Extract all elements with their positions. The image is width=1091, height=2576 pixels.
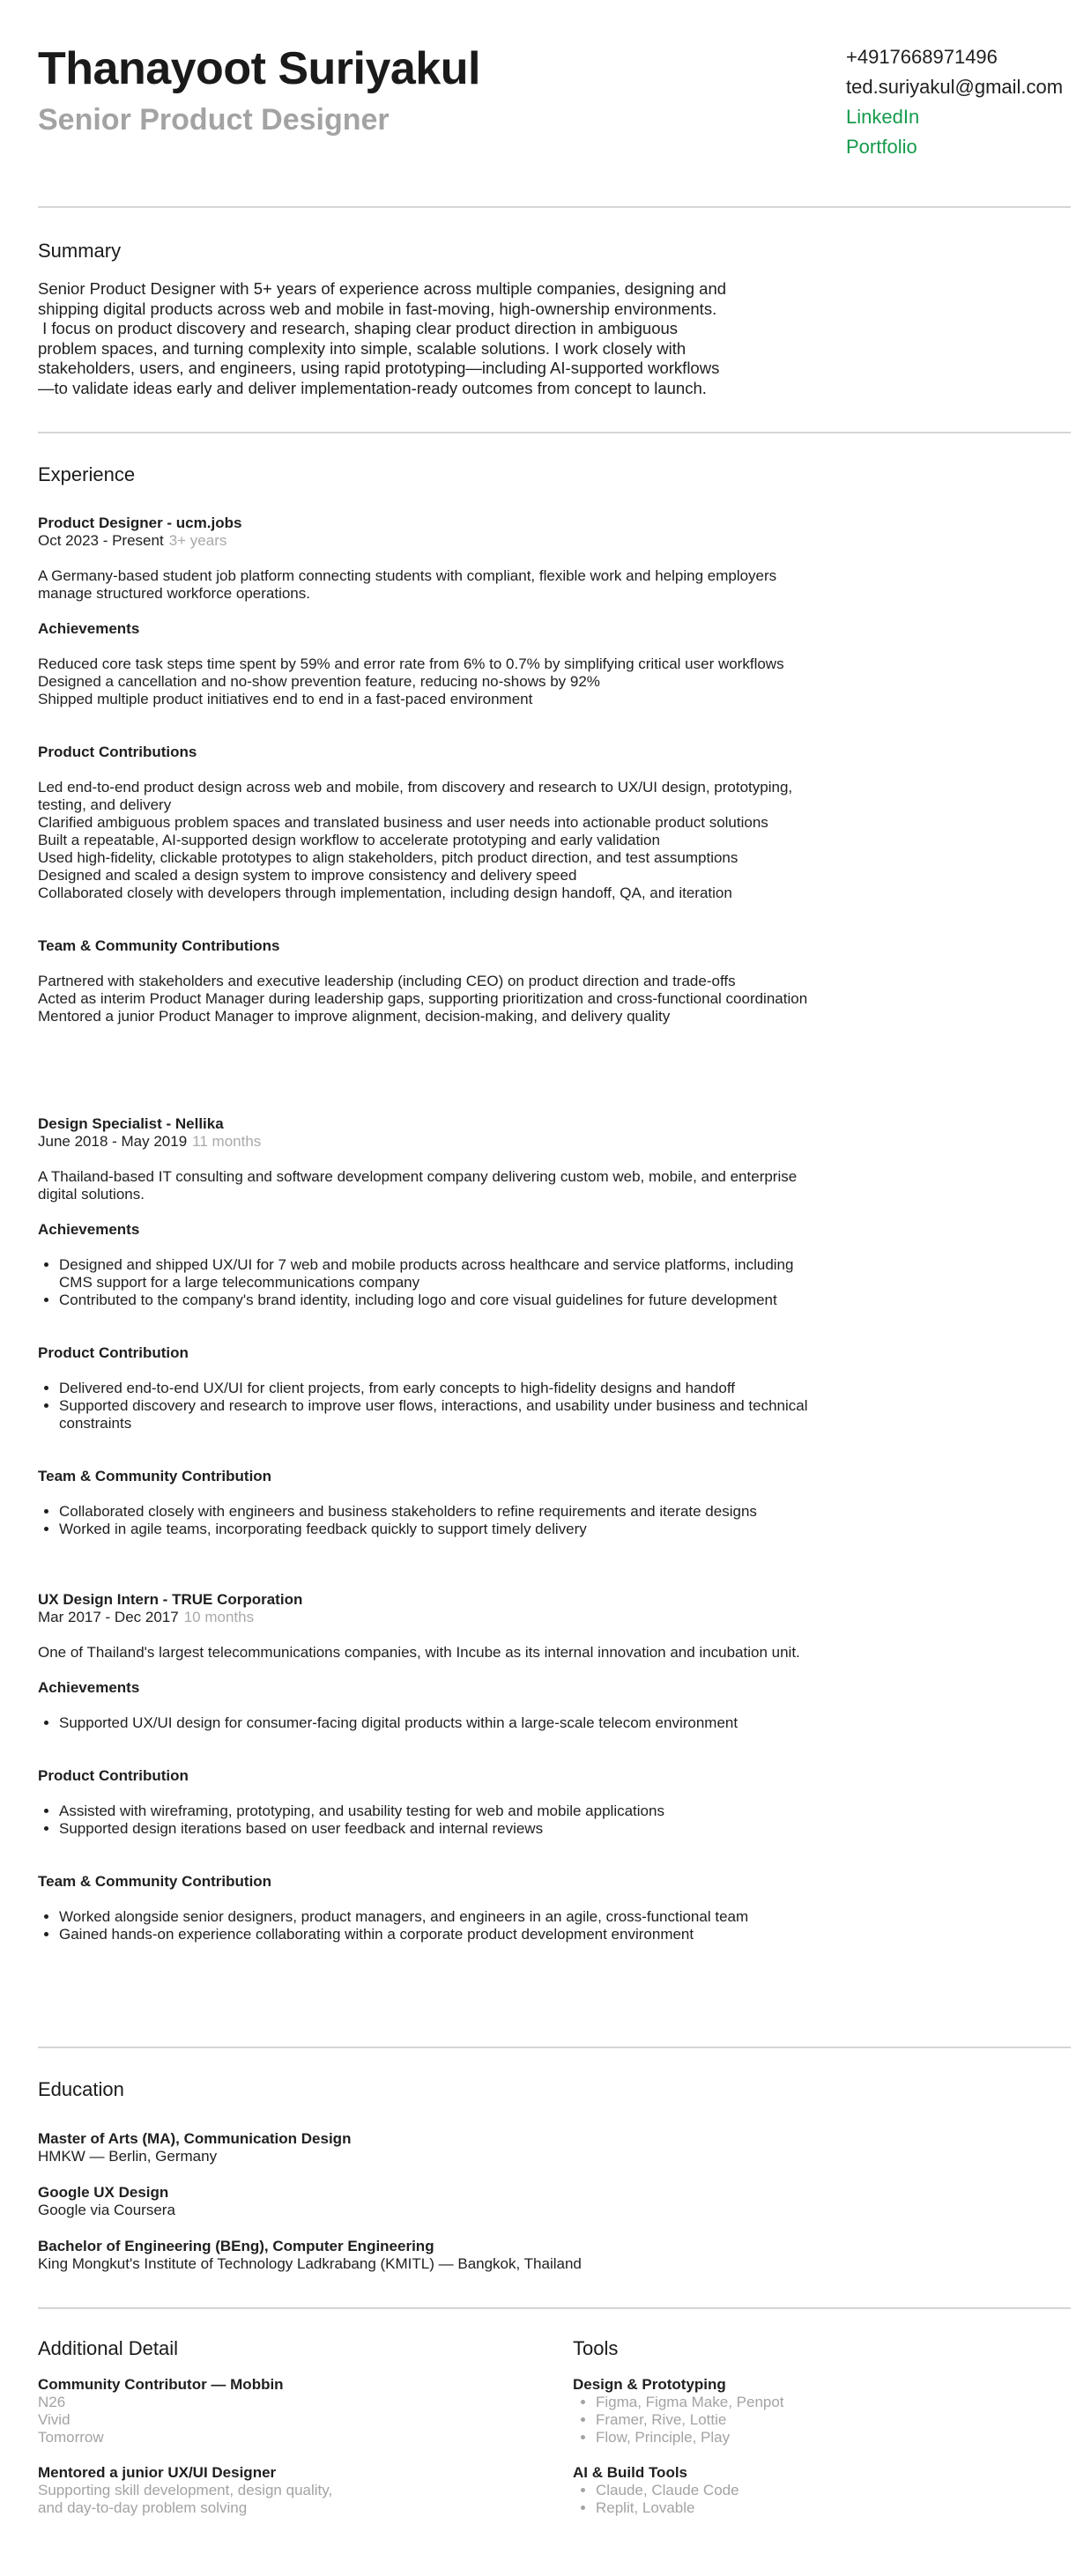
job-dates xyxy=(38,1609,813,1626)
tools-section xyxy=(573,2337,1031,2517)
list-item: Mentored a junior Product Manager to improve alignment, decision-making, and delivery quality xyxy=(38,1008,671,1025)
job-entry-ucm xyxy=(38,514,813,1025)
candidate-name: Thanayoot Suriyakul xyxy=(38,43,480,94)
list-item: Shipped multiple product initiatives end to end in a fast-paced environment xyxy=(38,691,533,707)
portfolio-link[interactable]: Portfolio xyxy=(846,136,917,158)
summary-text xyxy=(38,279,813,398)
section-divider xyxy=(38,2047,1071,2048)
ai-tools-list xyxy=(573,2482,1031,2517)
experience-heading: Experience xyxy=(38,463,136,485)
job-duration: 11 months xyxy=(192,1133,262,1150)
list-item: Tomorrow xyxy=(38,2429,104,2446)
team-list xyxy=(38,973,813,1025)
job-title: Product Designer - ucm.jobs xyxy=(38,514,242,531)
list-item: Designed a cancellation and no-show prevention feature, reducing no-shows by 92% xyxy=(38,673,600,690)
list-item: • Supported design iterations based on user feedback and internal reviews xyxy=(59,1820,813,1838)
list-item: • Designed and shipped UX/UI for 7 web and mobile products across healthcare and service platforms, including CMS support for a large telecommunications company xyxy=(59,1256,813,1292)
list-item: • Worked in agile teams, incorporating feedback quickly to support timely delivery xyxy=(59,1521,813,1538)
list-item: • Flow, Principle, Play xyxy=(596,2429,1031,2446)
tools-heading: Tools xyxy=(573,2337,619,2359)
contributions-heading: Product Contributions xyxy=(38,744,197,760)
education-school: King Mongkut's Institute of Technology Ladkrabang (KMITL) — Bangkok, Thailand xyxy=(38,2255,582,2272)
job-duration: 3+ years xyxy=(168,532,227,549)
list-item: • Framer, Rive, Lottie xyxy=(596,2411,1031,2429)
job-date-range: Oct 2023 - Present xyxy=(38,532,164,549)
education-item xyxy=(38,2238,582,2273)
list-item: N26 xyxy=(38,2394,66,2410)
list-item: Clarified ambiguous problem spaces and translated business and user needs into actionable product solutions xyxy=(38,814,768,831)
community-list xyxy=(38,2394,531,2446)
list-item: • Worked alongside senior designers, product managers, and engineers in an agile, cross-functional team xyxy=(59,1908,813,1926)
team-list xyxy=(38,1503,813,1538)
achievements-list xyxy=(38,1714,813,1732)
mentor-line: and day-to-day problem solving xyxy=(38,2499,248,2516)
summary-line: problem spaces, and turning complexity into simple, scalable solutions. I work closely with xyxy=(38,338,687,358)
list-item: • Figma, Figma Make, Penpot xyxy=(596,2394,1031,2411)
job-title: Design Specialist - Nellika xyxy=(38,1115,224,1132)
achievements-heading: Achievements xyxy=(38,1221,140,1238)
job-title: UX Design Intern - TRUE Corporation xyxy=(38,1591,303,1608)
design-tools-title: Design & Prototyping xyxy=(573,2376,726,2393)
section-divider xyxy=(38,206,1071,208)
summary-line: I focus on product discovery and research, shaping clear product direction in ambiguous xyxy=(38,319,679,337)
list-item: Used high-fidelity, clickable prototypes to align stakeholders, pitch product direction, and test assumptions xyxy=(38,849,738,866)
team-heading: Team & Community Contribution xyxy=(38,1873,272,1890)
list-item: • Claude, Claude Code xyxy=(596,2482,1031,2499)
contributions-heading: Product Contribution xyxy=(38,1767,189,1784)
achievements-list xyxy=(38,1256,813,1309)
list-item: • Delivered end-to-end UX/UI for client projects, from early concepts to high-fidelity designs and handoff xyxy=(59,1380,813,1397)
contributions-list xyxy=(38,1802,813,1838)
list-item: Partnered with stakeholders and executive leadership (including CEO) on product direction and trade-offs xyxy=(38,973,736,989)
job-date-range: June 2018 - May 2019 xyxy=(38,1133,188,1150)
job-duration: 10 months xyxy=(183,1609,255,1625)
list-item: • Collaborated closely with engineers and business stakeholders to refine requirements and iterate designs xyxy=(59,1503,813,1521)
additional-heading: Additional Detail xyxy=(38,2337,178,2359)
list-item: • Assisted with wireframing, prototyping, and usability testing for web and mobile applications xyxy=(59,1802,813,1820)
job-date-range: Mar 2017 - Dec 2017 xyxy=(38,1609,179,1625)
linkedin-link[interactable]: LinkedIn xyxy=(846,106,920,128)
education-school: Google via Coursera xyxy=(38,2202,175,2218)
company-description: A Thailand-based IT consulting and software development company delivering custom web, mobile, and enterprise digital solutions. xyxy=(38,1168,798,1203)
list-item: • Gained hands-on experience collaborating within a corporate product development environment xyxy=(59,1926,813,1943)
mentor-title: Mentored a junior UX/UI Designer xyxy=(38,2464,277,2481)
achievements-heading: Achievements xyxy=(38,620,140,637)
additional-detail-section xyxy=(38,2337,531,2517)
list-item: Vivid xyxy=(38,2411,71,2428)
contributions-heading: Product Contribution xyxy=(38,1344,189,1361)
contributions-list xyxy=(38,779,813,902)
section-divider xyxy=(38,432,1071,433)
job-entry-nellika xyxy=(38,1115,813,1538)
mentor-line: Supporting skill development, design quality, xyxy=(38,2482,333,2498)
education-degree: Google UX Design xyxy=(38,2184,169,2201)
team-heading: Team & Community Contributions xyxy=(38,937,280,954)
summary-line: stakeholders, users, and engineers, using rapid prototyping—including AI-supported workflows xyxy=(38,359,720,377)
list-item: • Replit, Lovable xyxy=(596,2499,1031,2517)
company-description: A Germany-based student job platform connecting students with compliant, flexible work and helping employers manage structured workforce operations. xyxy=(38,567,777,602)
contributions-list xyxy=(38,1380,813,1432)
education-item xyxy=(38,2130,351,2165)
education-degree: Bachelor of Engineering (BEng), Computer Engineering xyxy=(38,2238,434,2254)
contact-info xyxy=(846,42,1063,162)
education-degree: Master of Arts (MA), Communication Design xyxy=(38,2130,352,2147)
list-item: • Contributed to the company's brand identity, including logo and core visual guidelines for future development xyxy=(59,1292,813,1309)
ai-tools-title: AI & Build Tools xyxy=(573,2464,688,2481)
list-item: Led end-to-end product design across web and mobile, from discovery and research to UX/UI design, prototyping, testing, and delivery xyxy=(38,779,793,813)
community-title: Community Contributor — Mobbin xyxy=(38,2376,284,2393)
achievements-list xyxy=(38,655,813,708)
design-tools-list xyxy=(573,2394,1031,2446)
section-divider xyxy=(38,2307,1071,2309)
job-entry-true xyxy=(38,1591,813,1943)
summary-line: shipping digital products across web and mobile in fast-moving, high-ownership environments. xyxy=(38,299,717,318)
mentor-description xyxy=(38,2482,531,2517)
list-item: Built a repeatable, AI-supported design workflow to accelerate prototyping and early validation xyxy=(38,832,660,848)
list-item: Collaborated closely with developers through implementation, including design handoff, QA, and iteration xyxy=(38,885,732,901)
list-item: Reduced core task steps time spent by 59% and error rate from 6% to 0.7% by simplifying critical user workflows xyxy=(38,655,784,672)
summary-line: Senior Product Designer with 5+ years of experience across multiple companies, designing and xyxy=(38,279,727,298)
list-item: Designed and scaled a design system to improve consistency and delivery speed xyxy=(38,867,577,884)
education-heading: Education xyxy=(38,2078,124,2100)
team-list xyxy=(38,1908,813,1943)
email-address[interactable]: ted.suriyakul@gmail.com xyxy=(846,76,1064,98)
list-item: Acted as interim Product Manager during leadership gaps, supporting prioritization and cross-functional coordination xyxy=(38,990,808,1007)
summary-heading: Summary xyxy=(38,240,122,262)
phone-number[interactable]: +4917668971496 xyxy=(846,46,998,68)
job-dates xyxy=(38,532,813,550)
company-description: One of Thailand's largest telecommunications companies, with Incube as its internal innovation and incubation unit. xyxy=(38,1644,800,1661)
summary-line: —to validate ideas early and deliver implementation-ready outcomes from concept to launch. xyxy=(38,378,707,397)
candidate-title: Senior Product Designer xyxy=(38,103,390,137)
list-item: • Supported UX/UI design for consumer-facing digital products within a large-scale telecom environment xyxy=(59,1714,813,1732)
education-item xyxy=(38,2184,175,2219)
education-school: HMKW — Berlin, Germany xyxy=(38,2148,218,2165)
job-dates xyxy=(38,1133,813,1151)
achievements-heading: Achievements xyxy=(38,1679,140,1696)
team-heading: Team & Community Contribution xyxy=(38,1468,272,1484)
list-item: • Supported discovery and research to improve user flows, interactions, and usability under business and technical constraints xyxy=(59,1397,813,1432)
